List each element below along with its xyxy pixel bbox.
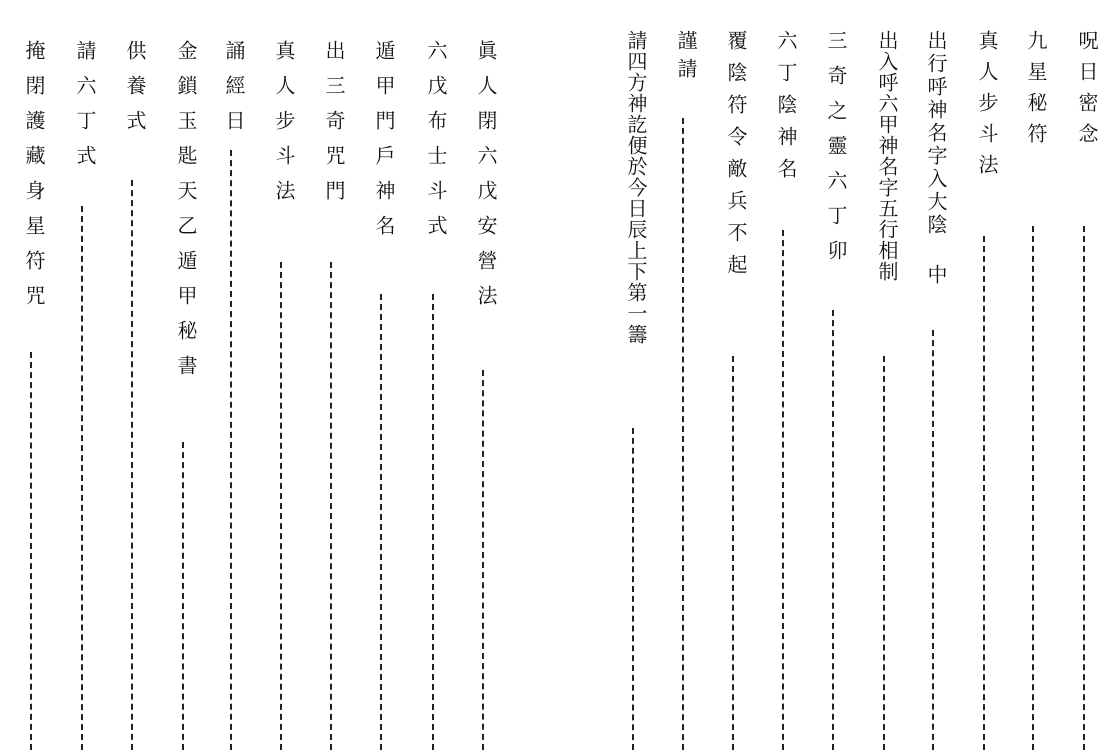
column-text: 出入呼六甲神名字五行相制 (875, 30, 899, 282)
column-text: 三奇之靈六丁卯 (824, 30, 848, 275)
column-text: 真人步斗法 (975, 30, 999, 185)
column-text: 謹請 (674, 30, 698, 86)
column-text: 遁甲門戶神名 (372, 40, 396, 250)
dashed-rule (280, 262, 282, 750)
dashed-rule (131, 180, 133, 750)
text-column-r6 (820, 30, 846, 750)
dashed-rule (883, 356, 885, 750)
text-column-r4 (920, 30, 946, 750)
column-text: 請四方神訖便於今日辰上下第一籌 (624, 30, 648, 345)
dashed-rule (182, 442, 184, 750)
text-column-r10 (620, 30, 646, 750)
dashed-rule (330, 262, 332, 750)
column-text: 金鎖玉匙天乙遁甲秘書 (174, 40, 198, 390)
text-column-l4 (318, 40, 344, 750)
dashed-rule (81, 206, 83, 750)
column-text: 出行呼神名字入大陰 中 (924, 30, 948, 287)
dashed-rule (632, 428, 634, 750)
dashed-rule (230, 150, 232, 750)
dashed-rule (782, 230, 784, 750)
text-column-r9 (670, 30, 696, 750)
text-column-r3 (971, 30, 997, 750)
text-column-l7 (170, 40, 196, 750)
dashed-rule (30, 352, 32, 750)
column-text: 九星秘符 (1024, 30, 1048, 154)
dashed-rule (682, 118, 684, 750)
dashed-rule (983, 236, 985, 750)
text-column-l6 (218, 40, 244, 750)
dashed-rule (1083, 226, 1085, 750)
dashed-rule (932, 330, 934, 750)
column-text: 呪日密念 (1075, 30, 1099, 154)
text-column-r2 (1020, 30, 1046, 750)
column-text: 掩閉護藏身星符咒 (22, 40, 46, 320)
column-text: 請六丁式 (73, 40, 97, 180)
dashed-rule (1032, 226, 1034, 750)
column-text: 供養式 (123, 40, 147, 145)
dashed-rule (832, 310, 834, 750)
column-text: 真人步斗法 (272, 40, 296, 215)
column-text: 眞人閉六戊安營法 (474, 40, 498, 320)
dashed-rule (432, 294, 434, 750)
text-column-l9 (69, 40, 95, 750)
column-text: 覆陰符令敵兵不起 (724, 30, 748, 286)
text-column-l5 (268, 40, 294, 750)
dashed-rule (380, 294, 382, 750)
column-text: 出三奇咒門 (322, 40, 346, 215)
text-column-r1 (1071, 30, 1097, 750)
dashed-rule (482, 370, 484, 750)
dashed-rule (732, 356, 734, 750)
text-column-l2 (420, 40, 446, 750)
text-column-l3 (368, 40, 394, 750)
text-column-r5 (871, 30, 897, 750)
text-column-r7 (770, 30, 796, 750)
column-text: 六丁陰神名 (774, 30, 798, 190)
text-column-r8 (720, 30, 746, 750)
text-column-l1 (470, 40, 496, 750)
column-text: 六戊布士斗式 (424, 40, 448, 250)
text-column-l10 (18, 40, 44, 750)
column-text: 誦經日 (222, 40, 246, 145)
text-column-l8 (119, 40, 145, 750)
